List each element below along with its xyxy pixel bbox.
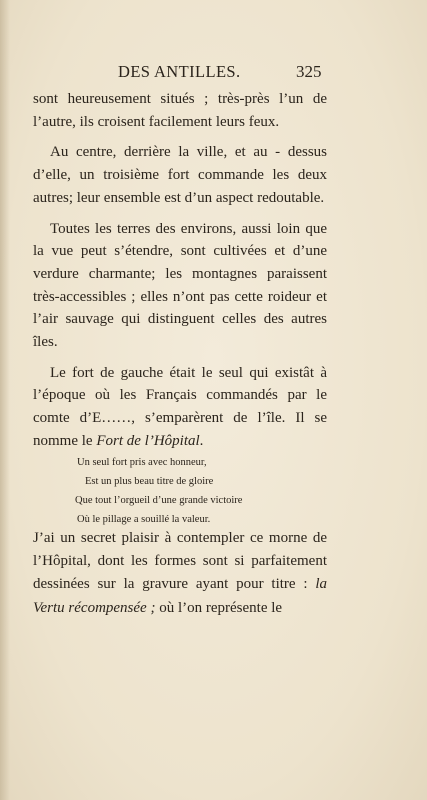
verse-quotation — [75, 453, 335, 529]
page-number: 325 — [296, 62, 322, 81]
paragraph-5 — [33, 527, 327, 620]
paragraph-5-text: J’ai un secret plaisir à contempler ce morne de l’Hôpital, dont les formes sont si parfaitement dessinées sur la gravure ayant pour titre : — [33, 530, 327, 593]
engraving-title: la Vertu récompensée ; — [33, 576, 327, 616]
paragraph-4 — [33, 362, 327, 453]
verse-line-4: Où le pillage a souillé la valeur. — [77, 514, 211, 525]
paragraph-3: Toutes les terres des environs, aussi loin que la vue peut s’étendre, sont cultivées et d’une verdure charmante; les montagnes paraissent très-accessibles ; elles n’ont pas cette roideur et l’air sauvage qui distinguent celles des autres îles. — [33, 220, 327, 351]
verse-line-2: Est un plus beau titre de gloire — [85, 476, 214, 487]
body-text — [33, 88, 327, 453]
paragraph-4-text: Le fort de gauche était le seul qui existât à l’époque où les Français commandés par le comte d’E……, s’emparèrent de l’île. Il se nomme le — [33, 364, 327, 449]
page-gutter-shadow — [0, 0, 10, 800]
fort-name: Fort de l’Hôpital — [96, 432, 200, 449]
paragraph-5-end: où l’on représente le — [155, 599, 283, 616]
page-header — [0, 62, 427, 86]
verse-line-1: Un seul fort pris avec honneur, — [77, 457, 207, 468]
verse-line-3: Que tout l’orgueil d’une grande victoire — [75, 495, 243, 506]
closing-text — [33, 527, 327, 620]
running-title: DES ANTILLES. — [118, 62, 241, 81]
paragraph-1: sont heureusement situés ; très-près l’un de l’autre, ils croisent facilement leurs feux. — [33, 91, 327, 130]
paragraph-2: Au centre, derrière la ville, et au - dessus d’elle, un troisième fort commande les deux autres; leur ensemble est d’un aspect redoutable. — [33, 144, 327, 206]
paragraph-4-end: . — [199, 432, 204, 449]
